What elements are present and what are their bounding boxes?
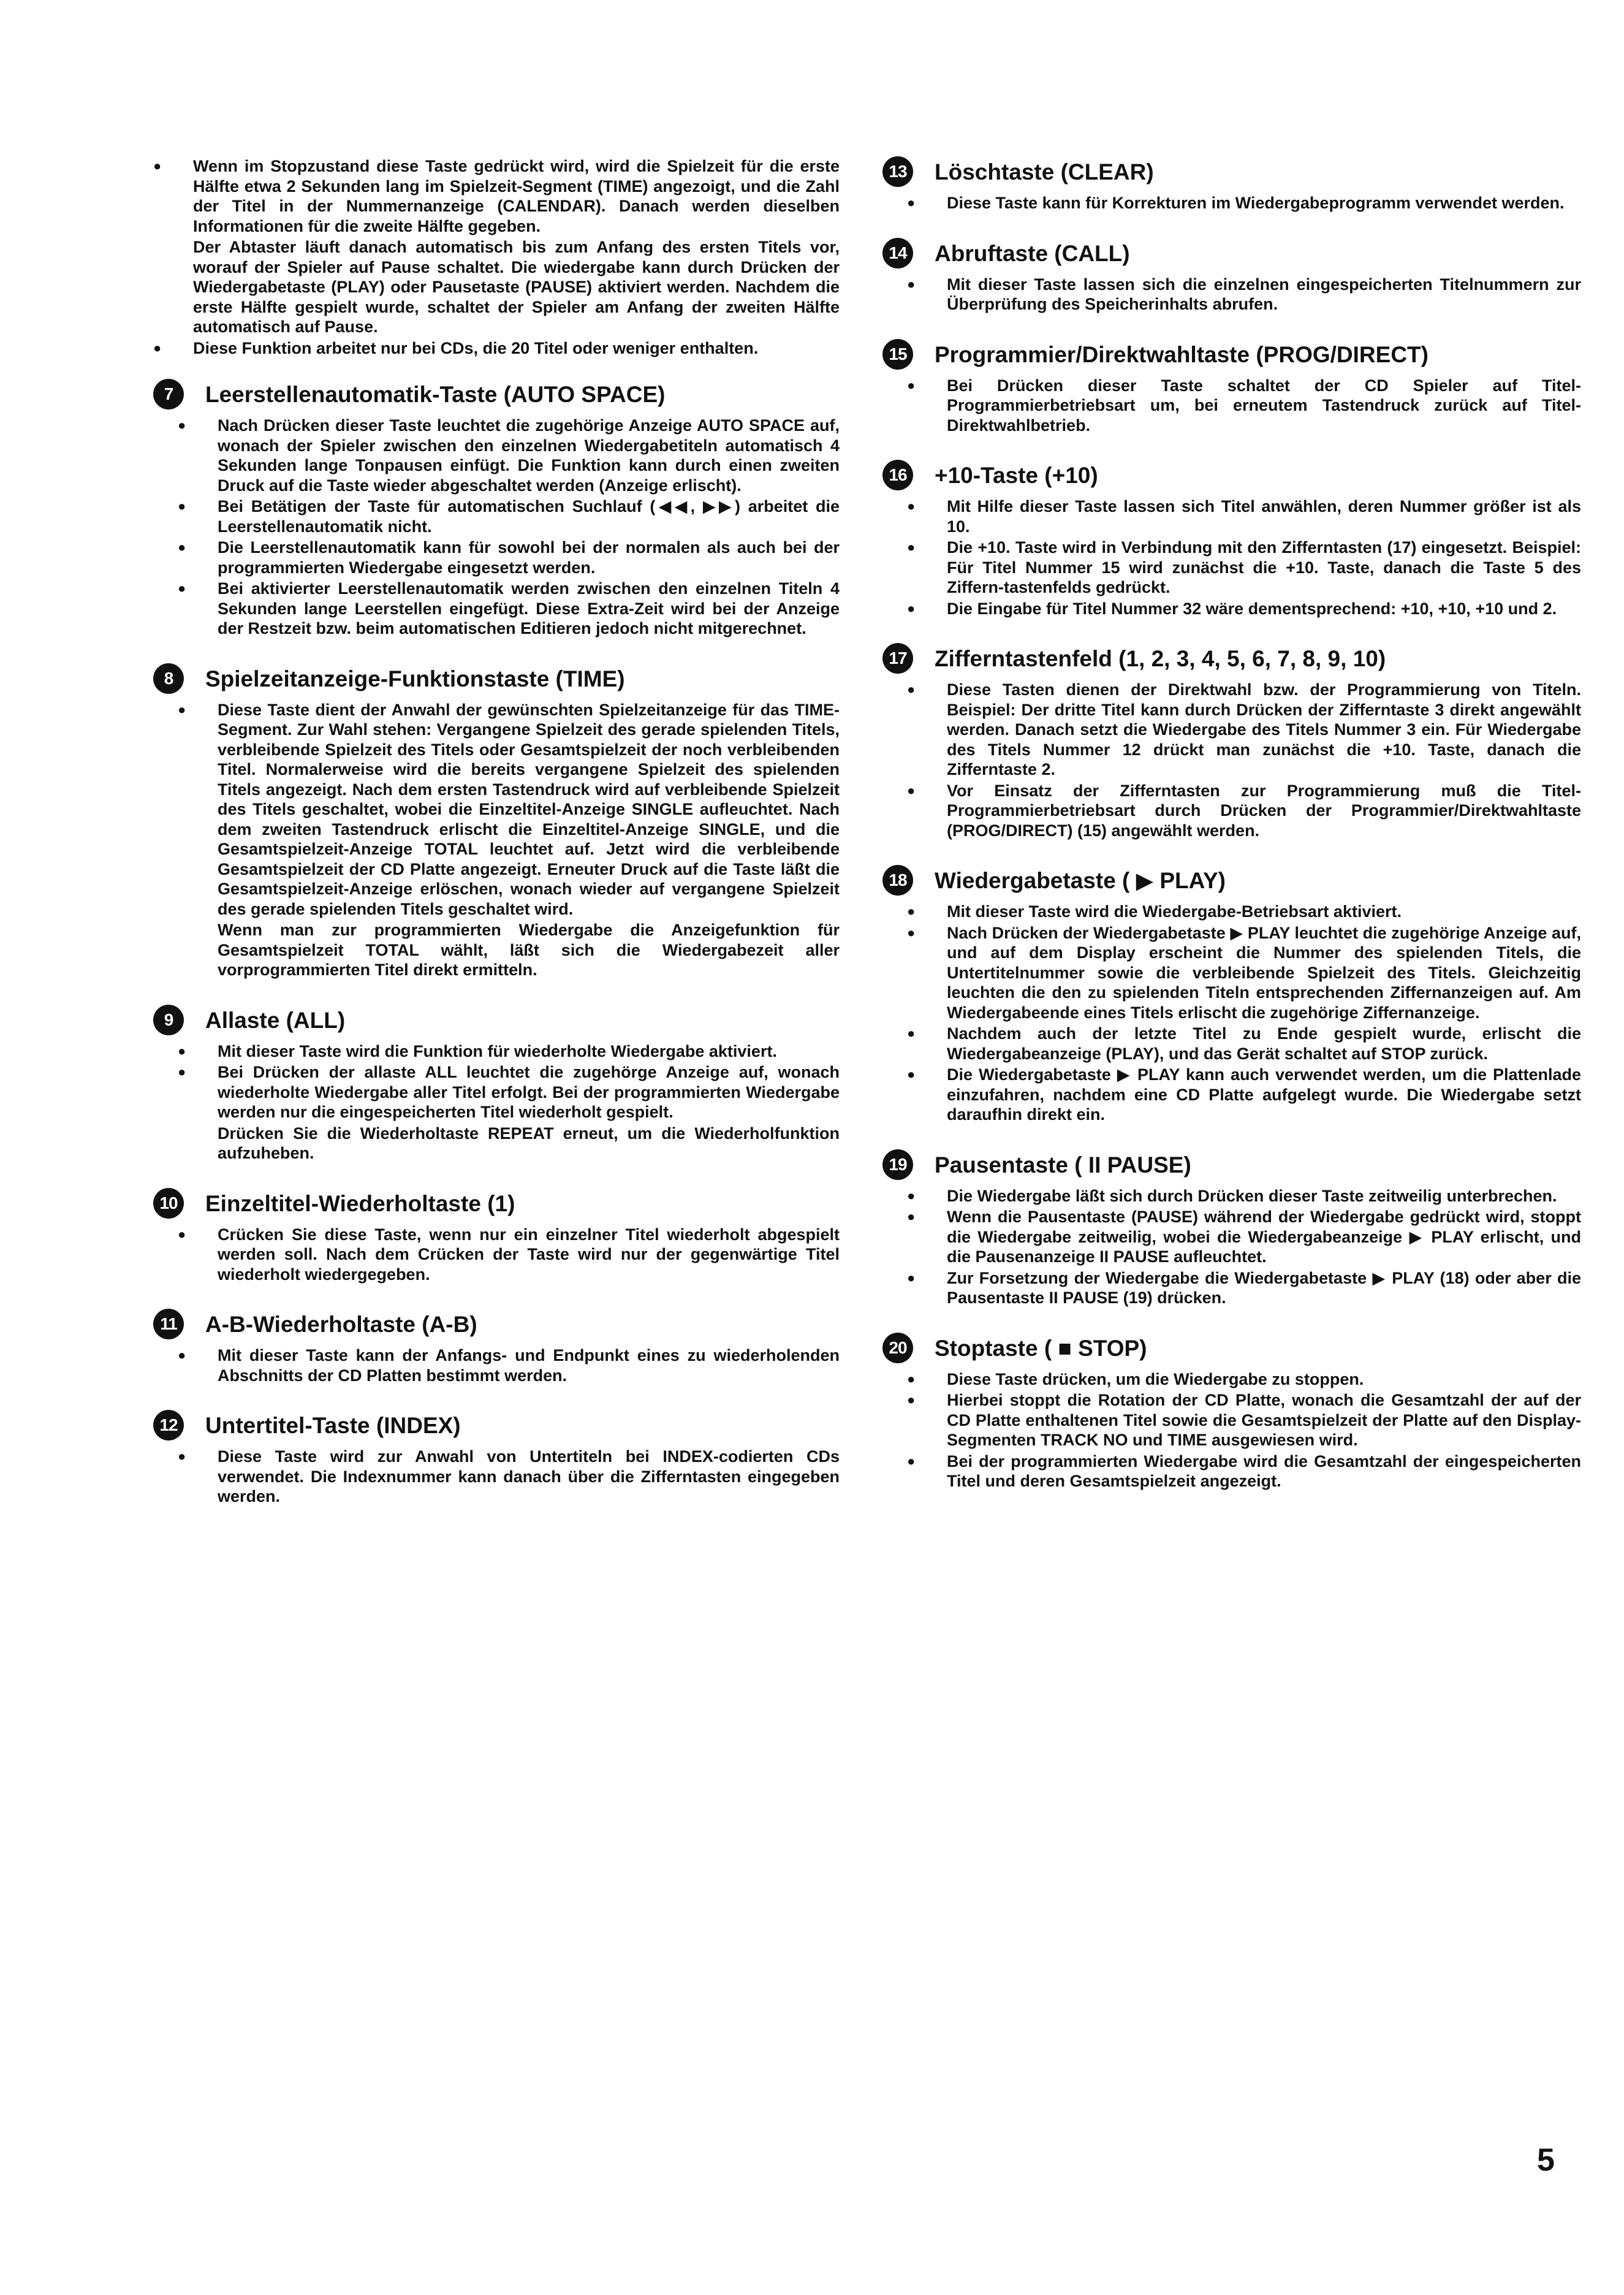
section-number-badge: 16 xyxy=(882,460,913,490)
section-number-badge: 8 xyxy=(153,663,184,694)
list-item: ● Diese Taste dient der Anwahl der gewünschten Spielzeitanzeige für das TIME-Segment. Zur Wahl stehen: Vergangene Spielzeit des gerade spielenden Titels, verbleibende Spielzeit des Titels oder Gesamtspielzeit der noch verbleibenden Titel. Normalerweise wird die bereits vergangene Spielzeit des spielenden Titels angezeigt. Nach dem ersten Tastendruck wird auf verbleibende Spielzeit des Titels geschaltet, wobei die Einzeltitel-Anzeige SINGLE aufleuchtet. Nach dem zweiten Tastendruck erlischt die Einzeltitel-Anzeige SINGLE, und die Gesamtspielzeit-Anzeige TOTAL leuchtet auf. Jetzt wird die verbleibende Gesamtspielzeit der CD Platte angezeigt. Erneuter Druck auf die Taste läßt die Gesamtspielzeit-Anzeige erlöschen, wonach wieder auf vergangene Spielzeit des gerade spielenden Titels geschaltet wird. xyxy=(178,700,840,919)
section-number-badge: 7 xyxy=(153,379,184,409)
list-item: ● Bei Betätigen der Taste für automatischen Suchlauf (◀◀, ▶▶) arbeitet die Leerstellenautomatik nicht. xyxy=(178,497,840,536)
list-item: ● Hierbei stoppt die Rotation der CD Platte, wonach die Gesamtzahl der auf der CD Platte enthaltenen Titel sowie die Gesamtspielzeit der Platte auf den Display-Segmenten TRACK NO und TIME ausgewiesen wird. xyxy=(907,1390,1581,1450)
section-auto-space xyxy=(153,379,840,639)
section-number-badge: 17 xyxy=(882,643,913,674)
list-item: ● Die Wiedergabe läßt sich durch Drücken dieser Taste zeitweilig unterbrechen. xyxy=(907,1186,1581,1206)
list-item: ● Die Eingabe für Titel Nummer 32 wäre dementsprechend: +10, +10, +10 und 2. xyxy=(907,599,1581,619)
section-title: Leerstellenautomatik-Taste (AUTO SPACE) xyxy=(205,382,666,407)
list-item: ● Bei der programmierten Wiedergabe wird die Gesamtzahl der eingespeicherten Titel und deren Gesamtspielzeit angezeigt. xyxy=(907,1452,1581,1491)
list-item: ● Die Leerstellenautomatik kann für sowohl bei der normalen als auch bei der programmierten Wiedergabe eingesetzt werden. xyxy=(178,538,840,577)
right-column xyxy=(882,156,1581,1516)
intro-block xyxy=(153,156,840,358)
section-title: Wiedergabetaste ( ▶ PLAY) xyxy=(935,868,1226,893)
section-single-repeat xyxy=(153,1188,840,1285)
section-all xyxy=(153,1005,840,1163)
section-title: Stoptaste ( ■ STOP) xyxy=(935,1335,1147,1361)
section-call xyxy=(882,238,1581,314)
list-item: ● Mit dieser Taste wird die Wiedergabe-Betriebsart aktiviert. xyxy=(907,902,1581,922)
section-title: Spielzeitanzeige-Funktionstaste (TIME) xyxy=(205,666,625,691)
list-item: Der Abtaster läuft danach automatisch bis zum Anfang des ersten Titels vor, worauf der Spieler auf Pause schaltet. Die wiedergabe kann durch Drücken der Wiedergabetaste (PLAY) oder Pausetaste (PAUSE) aktiviert werden. Nachdem die erste Hälfte gespielt wurde, schaltet der Spieler am Anfang der zweiten Hälfte automatisch auf Pause. xyxy=(193,238,840,336)
section-number-badge: 18 xyxy=(882,865,913,896)
list-item: ● Diese Taste wird zur Anwahl von Untertiteln bei INDEX-codierten CDs verwendet. Die Indexnummer kann danach über die Zifferntasten eingegeben werden. xyxy=(178,1447,840,1507)
list-item: ● Wenn die Pausentaste (PAUSE) während der Wiedergabe gedrückt wird, stoppt die Wiedergabe zeitweilig, wobei die Wiedergabeanzeige ▶ PLAY erlischt, und die Pausenanzeige II PAUSE aufleuchtet. xyxy=(907,1207,1581,1267)
list-item: ● Wenn im Stopzustand diese Taste gedrückt wird, wird die Spielzeit für die erste Hälfte etwa 2 Sekunden lang im Spielzeit-Segment (TIME) angezoigt, und die Zahl der Titel in der Nummernanzeige (CALENDAR). Danach werden dieselben Informationen für die zweite Hälfte gegeben. xyxy=(153,156,840,236)
list-item: ● Mit Hilfe dieser Taste lassen sich Titel anwählen, deren Nummer größer ist als 10. xyxy=(907,497,1581,536)
list-item: ● Vor Einsatz der Zifferntasten zur Programmierung muß die Titel-Programmierbetriebsart durch Drücken der Programmier/Direktwahltaste (PROG/DIRECT) (15) angewählt werden. xyxy=(907,781,1581,841)
section-title: Untertitel-Taste (INDEX) xyxy=(205,1413,461,1438)
section-number-badge: 11 xyxy=(153,1309,184,1339)
section-title: Zifferntastenfeld (1, 2, 3, 4, 5, 6, 7, 8, 9, 10) xyxy=(935,646,1386,671)
list-item: ● Nach Drücken der Wiedergabetaste ▶ PLAY leuchtet die zugehörige Anzeige auf, und auf dem Display erscheint die Nummer des spielenden Titels, die Untertitelnummer sowie die verbleibende Spielzeit des Titels. Gleichzeitig leuchten die den zu spielenden Titeln entsprechenden Ziffernanzeigen auf. Am Wiedergabeende eines Titels erlischt die zugehörige Ziffernanzeige. xyxy=(907,923,1581,1023)
list-item: ● Diese Taste kann für Korrekturen im Wiedergabeprogramm verwendet werden. xyxy=(907,193,1581,213)
section-number-badge: 19 xyxy=(882,1149,913,1180)
left-column xyxy=(153,156,840,1531)
list-item: ● Bei Drücken der allaste ALL leuchtet die zugehörge Anzeige auf, wonach wiederholte Wiedergabe aller Titel erfolgt. Bei der programmierten Wiedergabe werden nur die eingespeicherten Titel wiederholt gespielt. xyxy=(178,1062,840,1122)
section-number-badge: 15 xyxy=(882,339,913,370)
section-stop xyxy=(882,1333,1581,1491)
section-number-badge: 13 xyxy=(882,156,913,187)
list-item: ● Mit dieser Taste wird die Funktion für wiederholte Wiedergabe aktiviert. xyxy=(178,1041,840,1062)
list-item: ● Diese Funktion arbeitet nur bei CDs, die 20 Titel oder weniger enthalten. xyxy=(153,338,840,359)
section-pause xyxy=(882,1149,1581,1308)
section-clear xyxy=(882,156,1581,213)
section-title: Allaste (ALL) xyxy=(205,1007,346,1033)
section-number-badge: 12 xyxy=(153,1410,184,1441)
section-title: +10-Taste (+10) xyxy=(935,463,1098,488)
page-number: 5 xyxy=(1537,2142,1555,2178)
list-item: ● Zur Forsetzung der Wiedergabe die Wiedergabetaste ▶ PLAY (18) oder aber die Pausentaste II PAUSE (19) drücken. xyxy=(907,1268,1581,1308)
section-number-badge: 9 xyxy=(153,1005,184,1035)
list-item: ● Diese Tasten dienen der Direktwahl bzw. der Programmierung von Titeln. Beispiel: Der dritte Titel kann durch Drücken der Zifferntaste 3 direkt angewählt werden. Danach setzt die Wiedergabe des Titels Nummer 3 ein. Für Wiedergabe des Titels Nummer 12 drückt man zunächst die +10. Taste, danach die Zifferntaste 2. xyxy=(907,680,1581,780)
section-prog-direct xyxy=(882,339,1581,436)
section-number-keys xyxy=(882,643,1581,840)
list-item: ● Die +10. Taste wird in Verbindung mit den Zifferntasten (17) eingesetzt. Beispiel: Für Titel Nummer 15 wird zunächst die +10. Taste, danach die Taste 5 des Ziffern-tastenfelds gedrückt. xyxy=(907,538,1581,598)
section-title: Abruftaste (CALL) xyxy=(935,240,1130,266)
list-item: ● Diese Taste drücken, um die Wiedergabe zu stoppen. xyxy=(907,1369,1581,1390)
section-ab-repeat xyxy=(153,1309,840,1385)
list-item: ● Nachdem auch der letzte Titel zu Ende gespielt wurde, erlischt die Wiedergabeanzeige (PLAY), und das Gerät schaltet auf STOP zurück. xyxy=(907,1024,1581,1064)
list-item: Drücken Sie die Wiederholtaste REPEAT erneut, um die Wiederholfunktion aufzuheben. xyxy=(218,1124,840,1162)
section-number-badge: 14 xyxy=(882,238,913,268)
list-item: ● Crücken Sie diese Taste, wenn nur ein einzelner Titel wiederholt abgespielt werden soll. Nach dem Crücken der Taste wird nur der gegenwärtige Titel wiederholt wiedergegeben. xyxy=(178,1225,840,1285)
section-index xyxy=(153,1410,840,1507)
section-title: Löschtaste (CLEAR) xyxy=(935,159,1154,185)
section-title: Pausentaste ( II PAUSE) xyxy=(935,1152,1191,1178)
intro-list xyxy=(153,156,840,358)
list-item: ● Die Wiedergabetaste ▶ PLAY kann auch verwendet werden, um die Plattenlade einzufahren, nachdem eine CD Platte aufgelegt wurde. Die Wiedergabe setzt daraufhin direkt ein. xyxy=(907,1065,1581,1125)
section-title: Einzeltitel-Wiederholtaste (1) xyxy=(205,1190,515,1216)
section-number-badge: 10 xyxy=(153,1188,184,1219)
list-item: ● Mit dieser Taste lassen sich die einzelnen eingespeicherten Titelnummern zur Überprüfung des Speicherinhalts abrufen. xyxy=(907,275,1581,314)
section-play xyxy=(882,865,1581,1125)
section-time xyxy=(153,663,840,980)
list-item: Wenn man zur programmierten Wiedergabe die Anzeigefunktion für Gesamtspielzeit TOTAL wählt, läßt sich die Wiedergabezeit aller vorprogrammierten Titel direkt ermitteln. xyxy=(218,921,840,979)
list-item: ● Mit dieser Taste kann der Anfangs- und Endpunkt eines zu wiederholenden Abschnitts der CD Platten bestimmt werden. xyxy=(178,1345,840,1385)
section-number-badge: 20 xyxy=(882,1333,913,1363)
list-item: ● Bei aktivierter Leerstellenautomatik werden zwischen den einzelnen Titeln 4 Sekunden lange Leerstellen eingefügt. Diese Extra-Zeit wird bei der Anzeige der Restzeit bzw. beim automatischen Editieren jedoch nicht mitgerechnet. xyxy=(178,579,840,639)
list-item: ● Nach Drücken dieser Taste leuchtet die zugehörige Anzeige AUTO SPACE auf, wonach der Spieler zwischen den einzelnen Wiedergabetiteln automatisch 4 Sekunden lange Tonpausen einfügt. Die Funktion kann durch einen zweiten Druck auf die Taste wieder abgeschaltet werden (Anzeige erlischt). xyxy=(178,416,840,495)
section-plus-ten xyxy=(882,460,1581,618)
section-title: Programmier/Direktwahltaste (PROG/DIRECT) xyxy=(935,341,1429,367)
list-item: ● Bei Drücken dieser Taste schaltet der CD Spieler auf Titel-Programmierbetriebsart um, bei erneutem Tastendruck zurück auf Titel-Direktwahlbetrieb. xyxy=(907,376,1581,436)
section-title: A-B-Wiederholtaste (A-B) xyxy=(205,1312,477,1337)
